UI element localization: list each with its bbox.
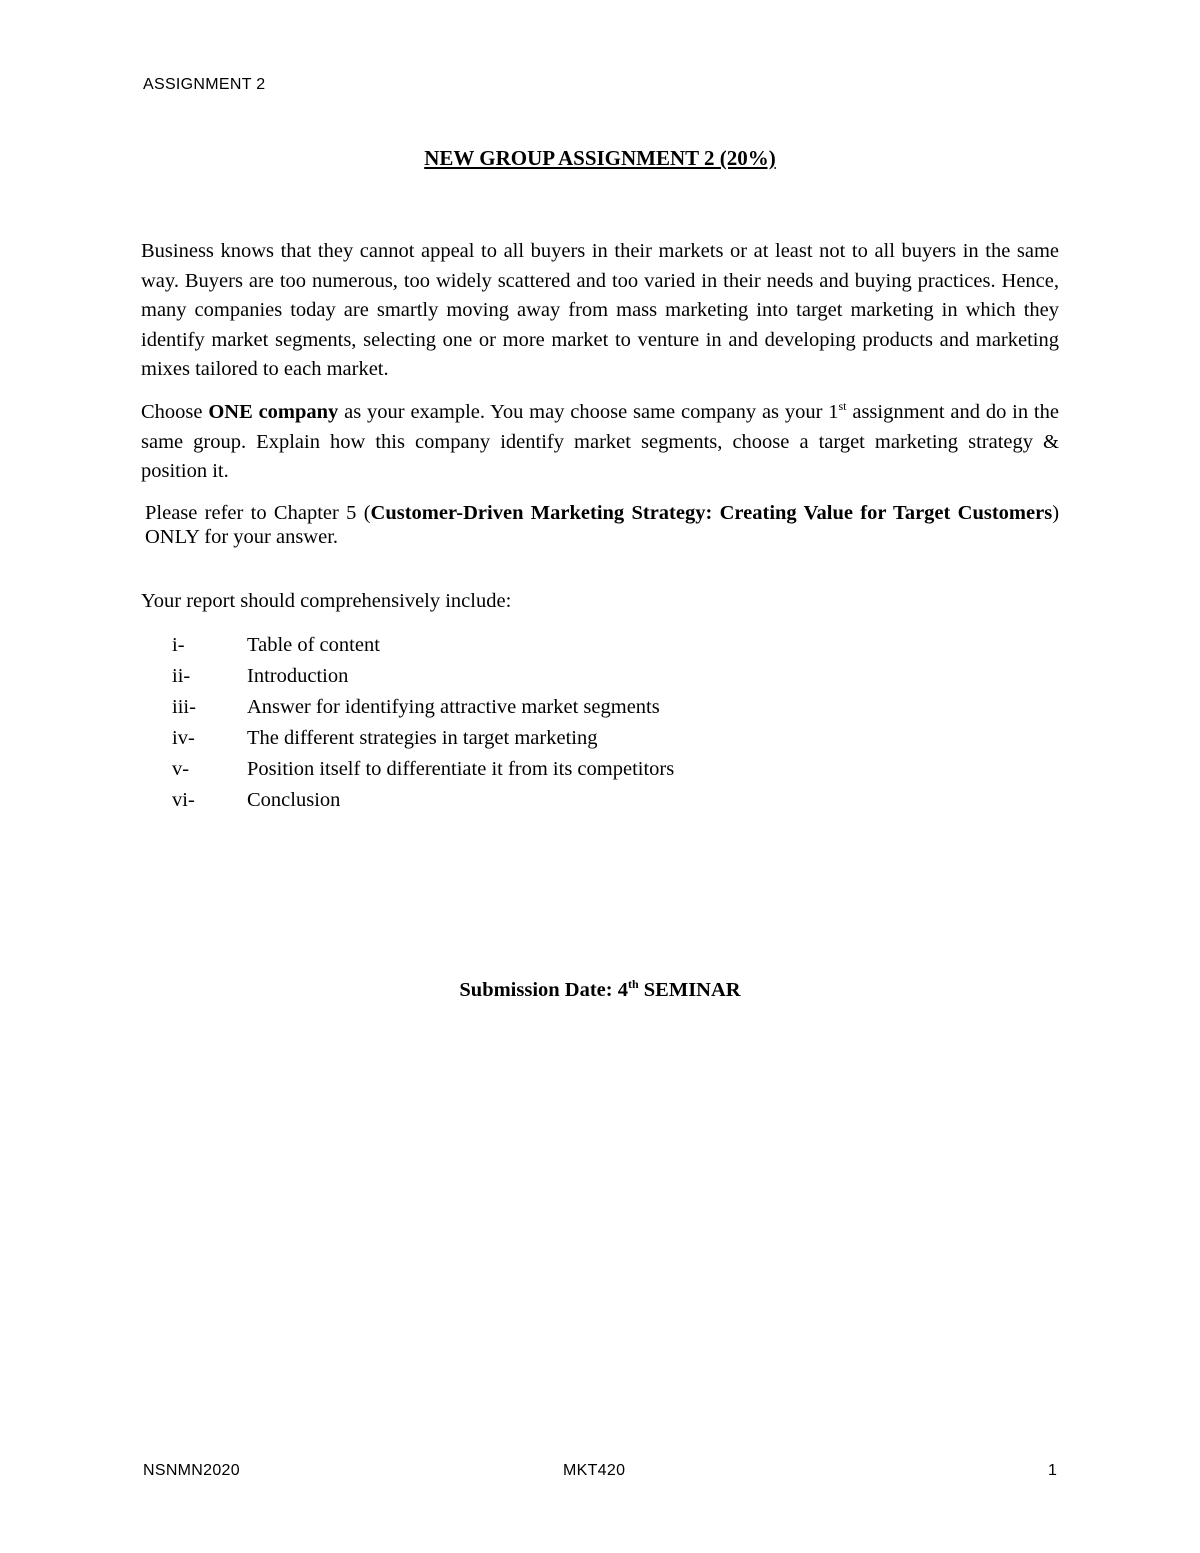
ordinal-suffix: st — [838, 399, 847, 413]
list-item-text: Conclusion — [247, 789, 341, 811]
list-item — [172, 785, 674, 816]
reference-text-2: ) ONLY for your answer. — [145, 502, 1060, 548]
submission-ordinal: th — [627, 977, 639, 991]
report-intro: Your report should comprehensively include: — [141, 590, 512, 612]
list-item-text: Position itself to differentiate it from its competitors — [247, 758, 675, 780]
footer-code: NSNMN2020 — [143, 1462, 240, 1479]
instruction-text-3: assignment and do in the same group. Explain how this company identify market segments, choose a target marketing strategy & position it. — [141, 401, 1059, 482]
list-item-number: iii- — [172, 696, 196, 718]
submission-label: Submission Date: 4 — [459, 979, 628, 1001]
instruction-bold: ONE company — [208, 401, 339, 423]
list-item-number: iv- — [172, 727, 195, 749]
reference-text-1: Please refer to Chapter 5 ( — [145, 502, 371, 524]
document-title: NEW GROUP ASSIGNMENT 2 (20%) — [424, 146, 776, 170]
list-item — [172, 754, 674, 785]
footer-course: MKT420 — [563, 1462, 626, 1479]
list-item — [172, 723, 674, 754]
list-item — [172, 661, 674, 692]
list-item — [172, 692, 674, 723]
instruction-text-2: as your example. You may choose same company as your 1 — [338, 401, 839, 423]
list-item-text: Introduction — [247, 665, 349, 687]
intro-paragraph: Business knows that they cannot appeal to all buyers in their markets or at least not to all buyers in the same way. Buyers are too numerous, too widely scattered and too varied in their needs and buying practices. Hence, many companies today are smartly moving away from mass marketing into target marketing in which they identify market segments, selecting one or more market to venture in and developing products and marketing mixes tailored to each market. — [141, 240, 1059, 380]
list-item-number: vi- — [172, 789, 195, 811]
instruction-text-1: Choose — [141, 401, 209, 423]
submission-value: SEMINAR — [638, 979, 741, 1001]
instruction-paragraph — [141, 398, 1059, 487]
reference-paragraph — [145, 501, 1059, 549]
list-item-number: ii- — [172, 665, 191, 687]
list-item-number: i- — [172, 634, 185, 656]
running-header: ASSIGNMENT 2 — [143, 76, 266, 93]
list-item-text: Table of content — [247, 634, 380, 656]
list-item — [172, 630, 674, 661]
page-number: 1 — [1048, 1462, 1057, 1479]
list-item-text: Answer for identifying attractive market segments — [247, 696, 660, 718]
chapter-title: Customer-Driven Marketing Strategy: Creating Value for Target Customers — [370, 502, 1053, 524]
list-item-number: v- — [172, 758, 190, 780]
report-contents-list — [172, 630, 674, 816]
submission-date — [0, 979, 1200, 1002]
list-item-text: The different strategies in target marketing — [247, 727, 598, 749]
